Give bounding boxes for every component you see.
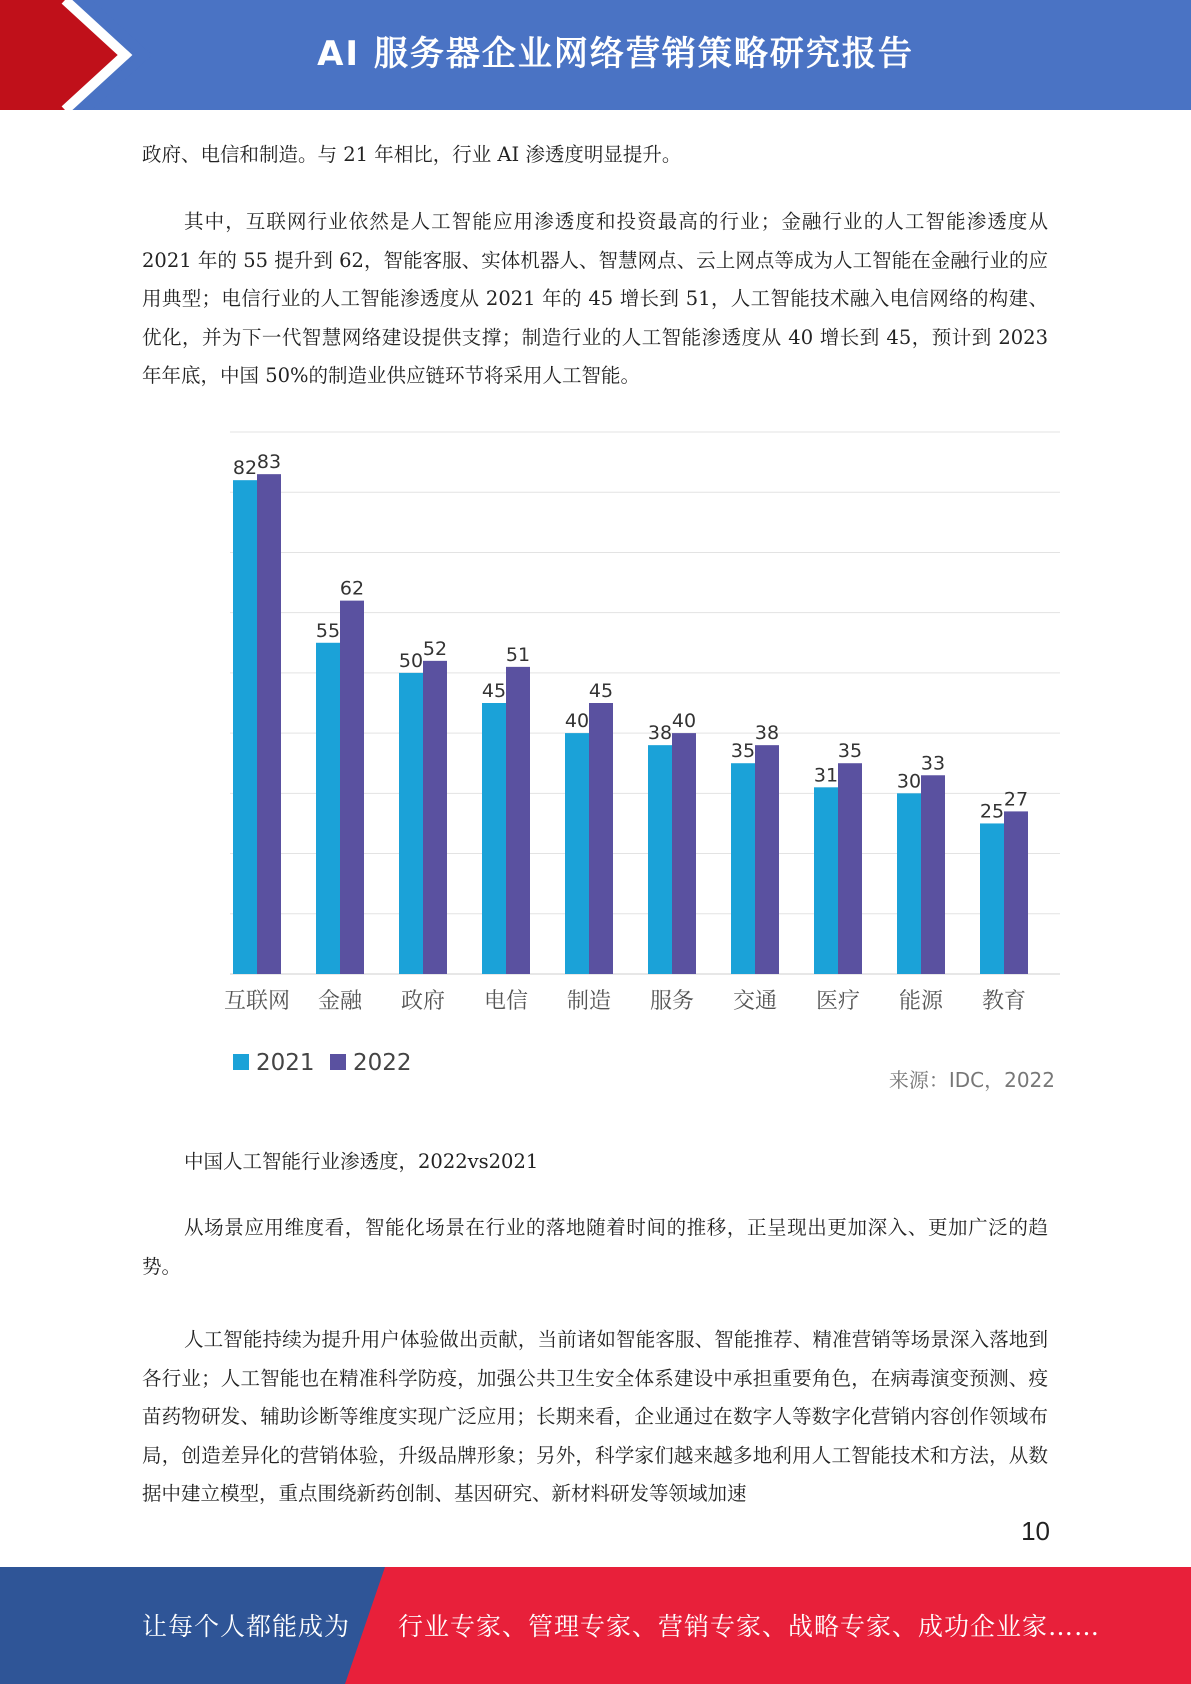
category-label-0: 互联网	[223, 989, 291, 1014]
bar-label-2021-3: 45	[481, 680, 507, 702]
legend-label-2021: 2021	[256, 1050, 315, 1076]
bar-2022-0	[257, 474, 281, 974]
bar-label-2022-2: 52	[422, 637, 448, 660]
bar-2021-9	[980, 823, 1004, 974]
category-label-7: 医疗	[815, 989, 861, 1014]
legend-label-2022: 2022	[353, 1050, 412, 1076]
bar-2021-5	[648, 745, 672, 974]
category-label-2: 政府	[400, 989, 446, 1014]
paragraph-intro: 政府、电信和制造。与 21 年相比，行业 AI 渗透度明显提升。	[142, 143, 682, 166]
bar-2021-8	[897, 793, 921, 974]
bar-2021-2	[399, 673, 423, 974]
chart-legend	[233, 1050, 412, 1076]
bar-label-2022-7: 35	[837, 740, 863, 763]
bar-label-2022-4: 45	[588, 680, 614, 702]
category-label-8: 能源	[898, 989, 944, 1014]
bar-2022-1	[340, 601, 364, 974]
paragraph-scenario-trend: 从场景应用维度看，智能化场景在行业的落地随着时间的推移，正呈现出更加深入、更加广泛的趋势。	[142, 1216, 1048, 1278]
bar-2022-7	[838, 763, 862, 974]
bar-label-2022-8: 33	[920, 752, 946, 775]
bar-2021-0	[233, 480, 257, 974]
bar-label-2022-1: 62	[339, 577, 365, 600]
bar-2021-7	[814, 787, 838, 974]
bar-label-2021-0: 82	[232, 457, 258, 480]
chart-category-labels	[224, 989, 1026, 1014]
footer-slogan-right: 行业专家、管理专家、营销专家、战略专家、成功企业家……	[398, 1612, 1101, 1641]
bar-label-2022-5: 40	[671, 710, 697, 733]
bar-2022-6	[755, 745, 779, 974]
page-footer	[0, 1567, 1191, 1684]
category-label-1: 金融	[317, 989, 363, 1014]
bar-2022-8	[921, 775, 945, 974]
bar-label-2022-3: 51	[505, 643, 531, 666]
bar-label-2021-5: 38	[647, 722, 673, 745]
bar-2021-3	[482, 703, 506, 974]
chart-caption: 中国人工智能行业渗透度，2022vs2021	[184, 1150, 539, 1173]
bar-2022-2	[423, 661, 447, 974]
category-label-6: 交通	[732, 989, 778, 1014]
bar-2021-1	[316, 643, 340, 974]
bar-2022-5	[672, 733, 696, 974]
legend-swatch-2022	[330, 1054, 346, 1070]
category-label-9: 教育	[981, 989, 1027, 1014]
paragraph-ai-applications: 人工智能持续为提升用户体验做出贡献，当前诸如智能客服、智能推荐、精准营销等场景深入落地到各行业；人工智能也在精准科学防疫，加强公共卫生安全体系建设中承担重要角色，在病毒演变预测、疫苗药物研发、辅助诊断等维度实现广泛应用；长期来看，企业通过在数字人等数字化营销内容创作领域布局，创造差异化的营销体验，升级品牌形象；另外，科学家们越来越多地利用人工智能技术和方法，从数据中建立模型，重点围绕新药创制、基因研究、新材料研发等领域加速	[142, 1328, 1048, 1505]
bar-label-2022-9: 27	[1003, 788, 1029, 811]
bar-label-2021-2: 50	[398, 649, 424, 672]
page-header	[0, 0, 1191, 110]
chart-source: 来源：IDC，2022	[888, 1068, 1055, 1092]
bar-label-2021-6: 35	[730, 740, 756, 763]
bar-2021-6	[731, 763, 755, 974]
chart-bars	[233, 474, 1028, 974]
category-label-3: 电信	[483, 989, 529, 1014]
bar-label-2021-9: 25	[979, 800, 1005, 823]
bar-label-2021-8: 30	[896, 770, 922, 793]
legend-swatch-2021	[233, 1054, 249, 1070]
bar-2022-4	[589, 703, 613, 974]
bar-label-2021-1: 55	[315, 619, 341, 642]
bar-2021-4	[565, 733, 589, 974]
category-label-5: 服务	[649, 989, 695, 1014]
bar-label-2021-4: 40	[564, 710, 590, 733]
footer-slogan-left: 让每个人都能成为	[142, 1612, 351, 1641]
page-number: 10	[1021, 1516, 1050, 1546]
bar-label-2021-7: 31	[813, 764, 839, 787]
category-label-4: 制造	[566, 989, 612, 1014]
bar-label-2022-0: 83	[256, 451, 282, 474]
bar-2022-3	[506, 667, 530, 974]
report-title: AI 服务器企业网络营销策略研究报告	[317, 34, 914, 74]
bar-2022-9	[1004, 811, 1028, 974]
penetration-bar-chart	[200, 410, 1080, 1100]
bar-label-2022-6: 38	[754, 722, 780, 745]
paragraph-industry-penetration: 其中，互联网行业依然是人工智能应用渗透度和投资最高的行业；金融行业的人工智能渗透度从 2021 年的 55 提升到 62，智能客服、实体机器人、智慧网点、云上网点等成为人工智能在金融行业的应用典型；电信行业的人工智能渗透度从 2021 年的 45 增长到 51，人工智能技术融入电信网络的构建、优化，并为下一代智慧网络建设提供支撑；制造行业的人工智能渗透度从 40 增长到 45，预计到 2023 年年底，中国 50%的制造业供应链环节将采用人工智能。	[142, 210, 1048, 387]
